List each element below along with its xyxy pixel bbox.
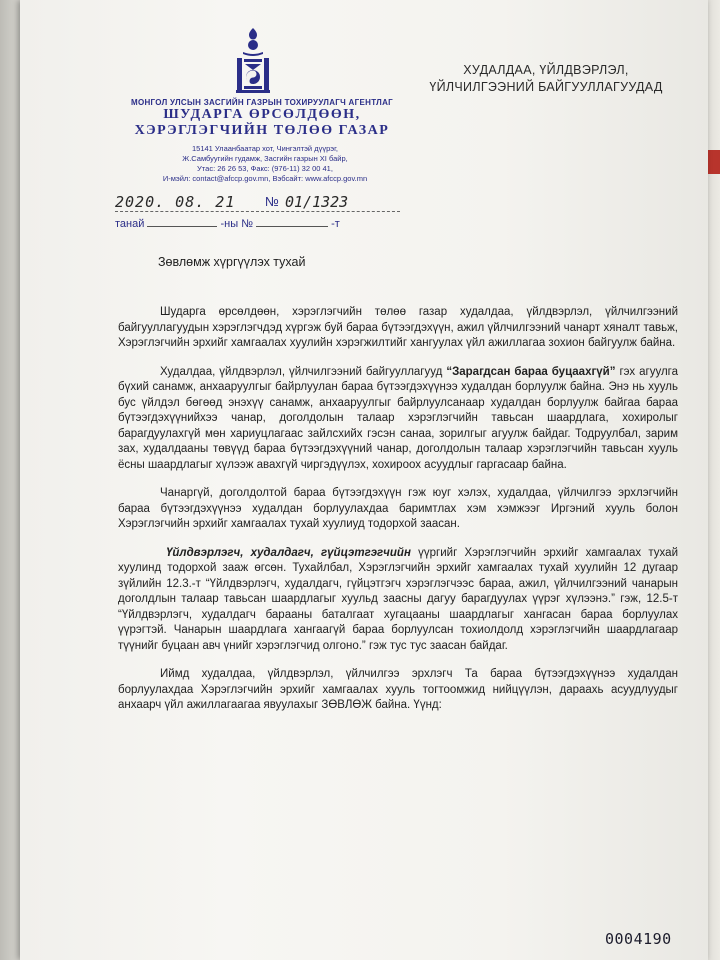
paragraph-text: Шударга өрсөлдөөн, хэрэглэгчийн төлөө газар худалдаа, үйлдвэрлэл, үйлчилгээний байгууллагуудын хэрэглэгчдэд хүргэж буй бараа бүтээгдэхүүн, ажил үйлчилгээний чанарт хяналт тавьж, Хэрэглэгчийн эрхийг хамгаалах хуулийн хэрэгжилтийг хангуулах үйл ажиллагаа зохион байгуулж байна. <box>118 306 678 349</box>
paragraph-4 <box>118 546 678 655</box>
reply-mid: -ны № <box>220 218 254 230</box>
agency-name-line1: ШУДАРГА ӨРСӨЛДӨӨН, <box>163 107 361 122</box>
paragraph-text: байна. Үүнд: <box>371 699 442 711</box>
soyombo-emblem-icon <box>232 26 274 94</box>
reply-prefix: танай <box>115 218 145 230</box>
agency-name-line2: ХЭРЭГЛЭГЧИЙН ТӨЛӨӨ ГАЗАР <box>134 123 390 138</box>
reply-reference-row <box>115 218 415 230</box>
contact-line: Ж.Самбуугийн гудамж, Засгийн газрын XI байр, <box>182 154 348 163</box>
letter-number: 01/1323 <box>285 193 349 211</box>
emphasized-phrase: Үйлдвэрлэгч, худалдагч, гүйцэтгэгчийн <box>166 546 411 559</box>
contact-line: Утас: 26 26 53, Факс: (976-11) 32 00 41, <box>197 164 333 173</box>
number-sign: № <box>265 194 279 209</box>
letter-subject: Зөвлөмж хүргүүлэх тухай <box>158 255 306 269</box>
paragraph-2 <box>118 365 678 474</box>
contact-line: 15141 Улаанбаатар хот, Чингэлтэй дүүрэг, <box>191 144 338 153</box>
quoted-notice: “Зарагдсан бараа буцаахгүй” <box>446 365 616 378</box>
reply-date-blank <box>147 226 217 227</box>
letter-body <box>118 305 678 727</box>
paragraph-text: Худалдаа, үйлдвэрлэл, үйлчилгээний байгууллагууд <box>160 365 447 378</box>
serial-number: 0004190 <box>605 930 672 948</box>
letter-page <box>20 0 708 960</box>
letter-date: 2020. 08. 21 <box>115 193 236 211</box>
addressee <box>416 62 676 96</box>
reference-underline <box>115 211 400 212</box>
addressee-line1: ХУДАЛДАА, ҮЙЛДВЭРЛЭЛ, <box>463 63 629 77</box>
emphasized-word: ЗӨВЛӨЖ <box>321 699 372 711</box>
reply-suffix: -т <box>331 218 340 230</box>
paragraph-1 <box>118 305 678 352</box>
contact-line: И-мэйл: contact@afccp.gov.mn, Вэбсайт: www.afccp.gov.mn <box>162 174 368 183</box>
agency-parent: МОНГОЛ УЛСЫН ЗАСГИЙН ГАЗРЫН ТОХИРУУЛАГЧ АГЕНТЛАГ <box>130 98 394 107</box>
paragraph-text: үүргийг Хэрэглэгчийн эрхийг хамгаалах тухай хуулинд тодорхой зааж өгсөн. Тухайлбал, Хэрэглэгчийн эрхийг хамгаалах тухай хуулийн 12 дугаар зүйлийн 12.3.-т “Үйлдвэрлэгч, худалдагч, гүйцэтгэгч хэрэглэгчээс бараа, ажил, үйлчилгээний чанарын доголдлын талаар тавьсан шаардлагыг хуульд заасны дагуу барагдуулах үүрэг хүлээнэ.” гэж, 12.5-т “Үйлдвэрлэгч, худалдагч барааны баталгаат хугацааны шаардлагыг хангасан бараа борлуулах үүрэгтэй. Чанарын шаардлага хангаагүй бараа борлуулсан тохиолдолд хэрэглэгчийн шаардлагаар түүнийг буцаан авч үнийг хэрэглэгчид олгоно.” гэж тус тус заасан байдаг. <box>118 546 678 652</box>
reply-number-blank <box>256 226 328 227</box>
red-tab <box>708 150 720 174</box>
paragraph-text: Иймд худалдаа, үйлдвэрлэл, үйлчилгээ эрхлэгч Та бараа бүтээгдэхүүнээ худалдан борлуулахдаа Хэрэглэгчийн эрхийг хамгаалах хууль тогтоомжид нийцүүлэн, дараахь асуудлуудыг анхаарч үйл ажиллагаагаа явуулахыг <box>118 668 678 711</box>
paragraph-3 <box>118 486 678 533</box>
agency-letterhead <box>92 98 432 139</box>
addressee-line2: ҮЙЛЧИЛГЭЭНИЙ БАЙГУУЛЛАГУУДАД <box>429 80 663 94</box>
paragraph-text: Чанаргүй, доголдолтой бараа бүтээгдэхүүн гэж юуг хэлэх, худалдаа, үйлчилгээ эрхлэгчийн бараа бүтээгдэхүүнээ худалдан борлуулахдаа баримтлах хэм хэмжээг Иргэний хууль болон Хэрэглэгчийн эрхийг хамгаалах тухай хуулиуд тодорхой заасан. <box>118 487 678 530</box>
paragraph-text: гэх агуулга бүхий санамж, анхааруулгыг байрлуулан бараа бүтээгдэхүүнээ худалдан борлуулж байна. Энэ нь хууль бус үйлдэл бөгөөд энэхүү санамж, анхааруулгыг байрлуулсанаар худалдан борлуулж байгаа бараа бүтээгдэхүүнийхээ чанар, доголдолын талаар хэрэглэгчийн тавьсан шаардлага, хохиролыг барагдуулахгүй мөн хариуцлагаас зайлсхийх гэсэн санаа, зорилгыг агуулж байдаг. Тодруулбал, зарим зах, худалдааны төвүүд бараа бүтээгдэхүүний чанар, доголдолын талаар хэрэглэгчийн тавьсан хууль ёсны шаардлагыг хүлээж авахгүй чиргэдүүлэх, хохироох асуудлыг гаргасаар байна. <box>118 365 678 471</box>
agency-contact <box>115 144 415 184</box>
paragraph-5 <box>118 667 678 714</box>
